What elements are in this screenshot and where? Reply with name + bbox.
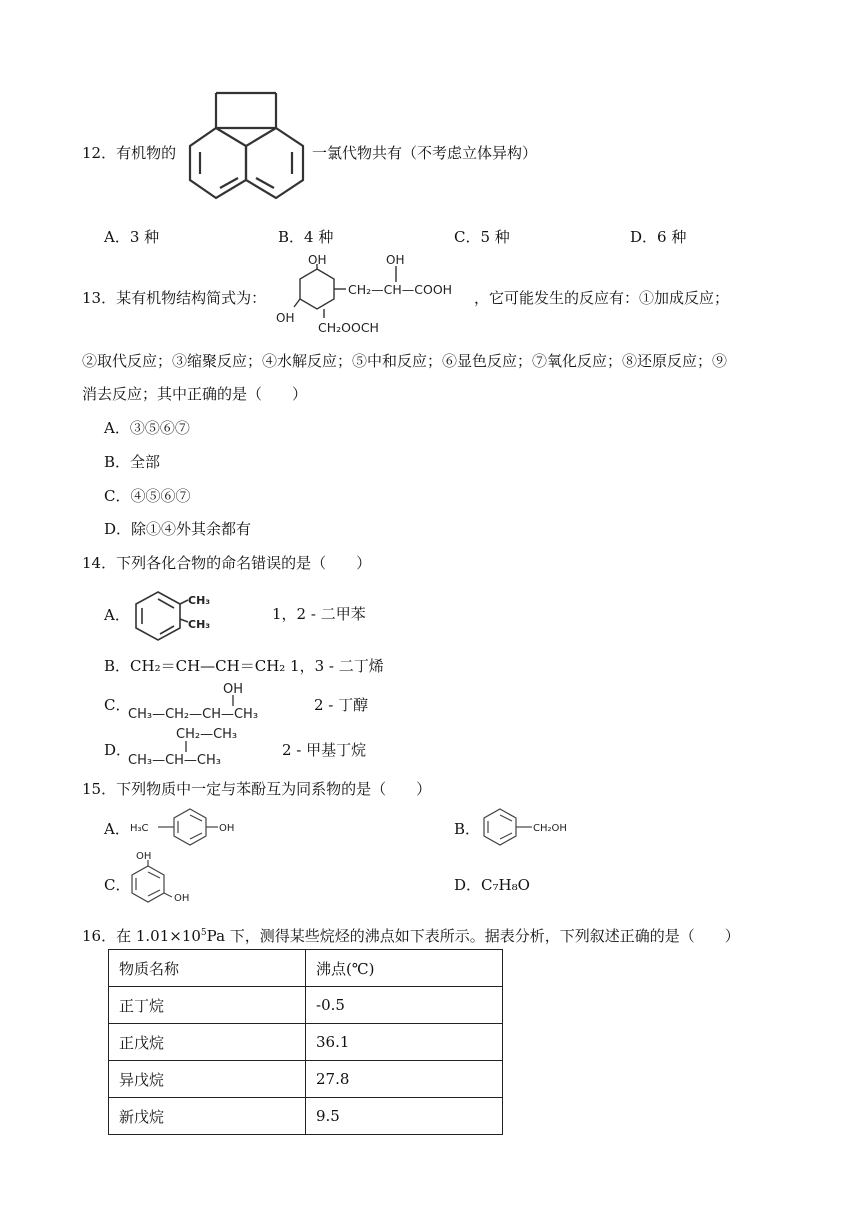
table-cell: 异戊烷: [109, 1061, 306, 1098]
q14-a-structure: [128, 584, 218, 644]
q15-a-left: H₃C: [130, 823, 149, 834]
q13-option-a[interactable]: A．③⑤⑥⑦: [104, 419, 190, 437]
q13-prefix: 13．某有机物结构简式为：: [82, 289, 267, 307]
acenaphthene-structure: [188, 88, 308, 208]
q16-stem-before: 16．在 1.01×10: [82, 927, 201, 945]
q13-chain: CH₂—CH—COOH: [348, 282, 453, 297]
q15-c-structure: [128, 848, 208, 908]
q15-a-structure: [128, 806, 248, 846]
q15-b-right: CH₂OH: [533, 823, 567, 834]
q15-option-b-label[interactable]: B．: [454, 820, 481, 838]
q14-option-c-label[interactable]: C．: [104, 696, 131, 714]
table-cell: 27.8: [306, 1061, 503, 1098]
q14-option-a-name: 1，2 - 二甲苯: [272, 605, 366, 623]
q12-option-b[interactable]: B．4 种: [278, 228, 334, 246]
q13-oh-chain: OH: [386, 253, 405, 267]
q14-a-ch3-2: CH₃: [188, 618, 211, 631]
q12-prefix: 12．有机物的: [82, 144, 177, 162]
table-cell: 9.5: [306, 1098, 503, 1135]
q13-oh-top: OH: [308, 253, 327, 267]
q12-option-c[interactable]: C．5 种: [454, 228, 510, 246]
q12-option-d[interactable]: D．6 种: [630, 228, 687, 246]
q16-stem-sup: 5: [200, 928, 207, 938]
table-row: [109, 1098, 503, 1135]
table-row: [109, 1061, 503, 1098]
q15-option-d[interactable]: D．C₇H₈O: [454, 876, 530, 894]
q16-stem: [82, 925, 740, 946]
q15-option-c-label[interactable]: C．: [104, 876, 131, 894]
q13-structure: [272, 252, 472, 342]
q13-line2: ②取代反应；③缩聚反应；④水解反应；⑤中和反应；⑥显色反应；⑦氧化反应；⑧还原反应；⑨: [82, 352, 728, 370]
table-cell: 36.1: [306, 1024, 503, 1061]
boiling-point-table: [108, 949, 503, 1135]
table-row: [109, 1024, 503, 1061]
q14-d-structure: [128, 724, 278, 768]
table-cell: -0.5: [306, 987, 503, 1024]
q15-a-right: OH: [219, 823, 235, 834]
q14-option-c-name: 2 - 丁醇: [314, 696, 369, 714]
q14-c-oh: OH: [223, 682, 244, 697]
q14-a-ch3-1: CH₃: [188, 594, 211, 607]
q12-option-a[interactable]: A．3 种: [104, 228, 160, 246]
table-row: [109, 987, 503, 1024]
q15-b-structure: [478, 806, 588, 846]
q14-stem: 14．下列各化合物的命名错误的是（ ）: [82, 554, 372, 572]
q14-c-chain: CH₃—CH₂—CH—CH₃: [128, 707, 259, 722]
q14-option-a-label[interactable]: A．: [104, 606, 130, 624]
q15-c-top: OH: [136, 851, 152, 862]
q12-suffix: 一氯代物共有（不考虑立体异构）: [312, 144, 538, 162]
q13-option-d[interactable]: D．除①④外其余都有: [104, 520, 252, 538]
q15-c-right: OH: [174, 893, 190, 904]
q14-option-b[interactable]: B．CH₂＝CH—CH＝CH₂ 1，3 - 二丁烯: [104, 657, 384, 675]
q14-d-top: CH₂—CH₃: [176, 727, 238, 742]
q16-stem-after: Pa 下，测得某些烷烃的沸点如下表所示。据表分析，下列叙述正确的是（ ）: [206, 927, 740, 945]
table-cell: 新戊烷: [109, 1098, 306, 1135]
table-header-row: [109, 950, 503, 987]
q13-option-c[interactable]: C．④⑤⑥⑦: [104, 487, 191, 505]
table-header-cell: 沸点(℃): [306, 950, 503, 987]
q14-option-d-label[interactable]: D．: [104, 741, 132, 759]
q13-suffix: ，它可能发生的反应有：①加成反应；: [474, 289, 730, 307]
q13-oh-left: OH: [276, 311, 295, 325]
q15-stem: 15．下列物质中一定与苯酚互为同系物的是（ ）: [82, 780, 432, 798]
q14-d-chain: CH₃—CH—CH₃: [128, 753, 221, 768]
table-cell: 正丁烷: [109, 987, 306, 1024]
table-cell: 正戊烷: [109, 1024, 306, 1061]
q14-c-structure: [128, 680, 308, 722]
q13-line3: 消去反应；其中正确的是（ ）: [82, 385, 308, 403]
q13-ester: CH₂OOCH: [318, 320, 379, 335]
q15-option-a-label[interactable]: A．: [104, 820, 130, 838]
table-header-cell: 物质名称: [109, 950, 306, 987]
q14-option-d-name: 2 - 甲基丁烷: [282, 741, 367, 759]
q13-option-b[interactable]: B．全部: [104, 453, 161, 471]
